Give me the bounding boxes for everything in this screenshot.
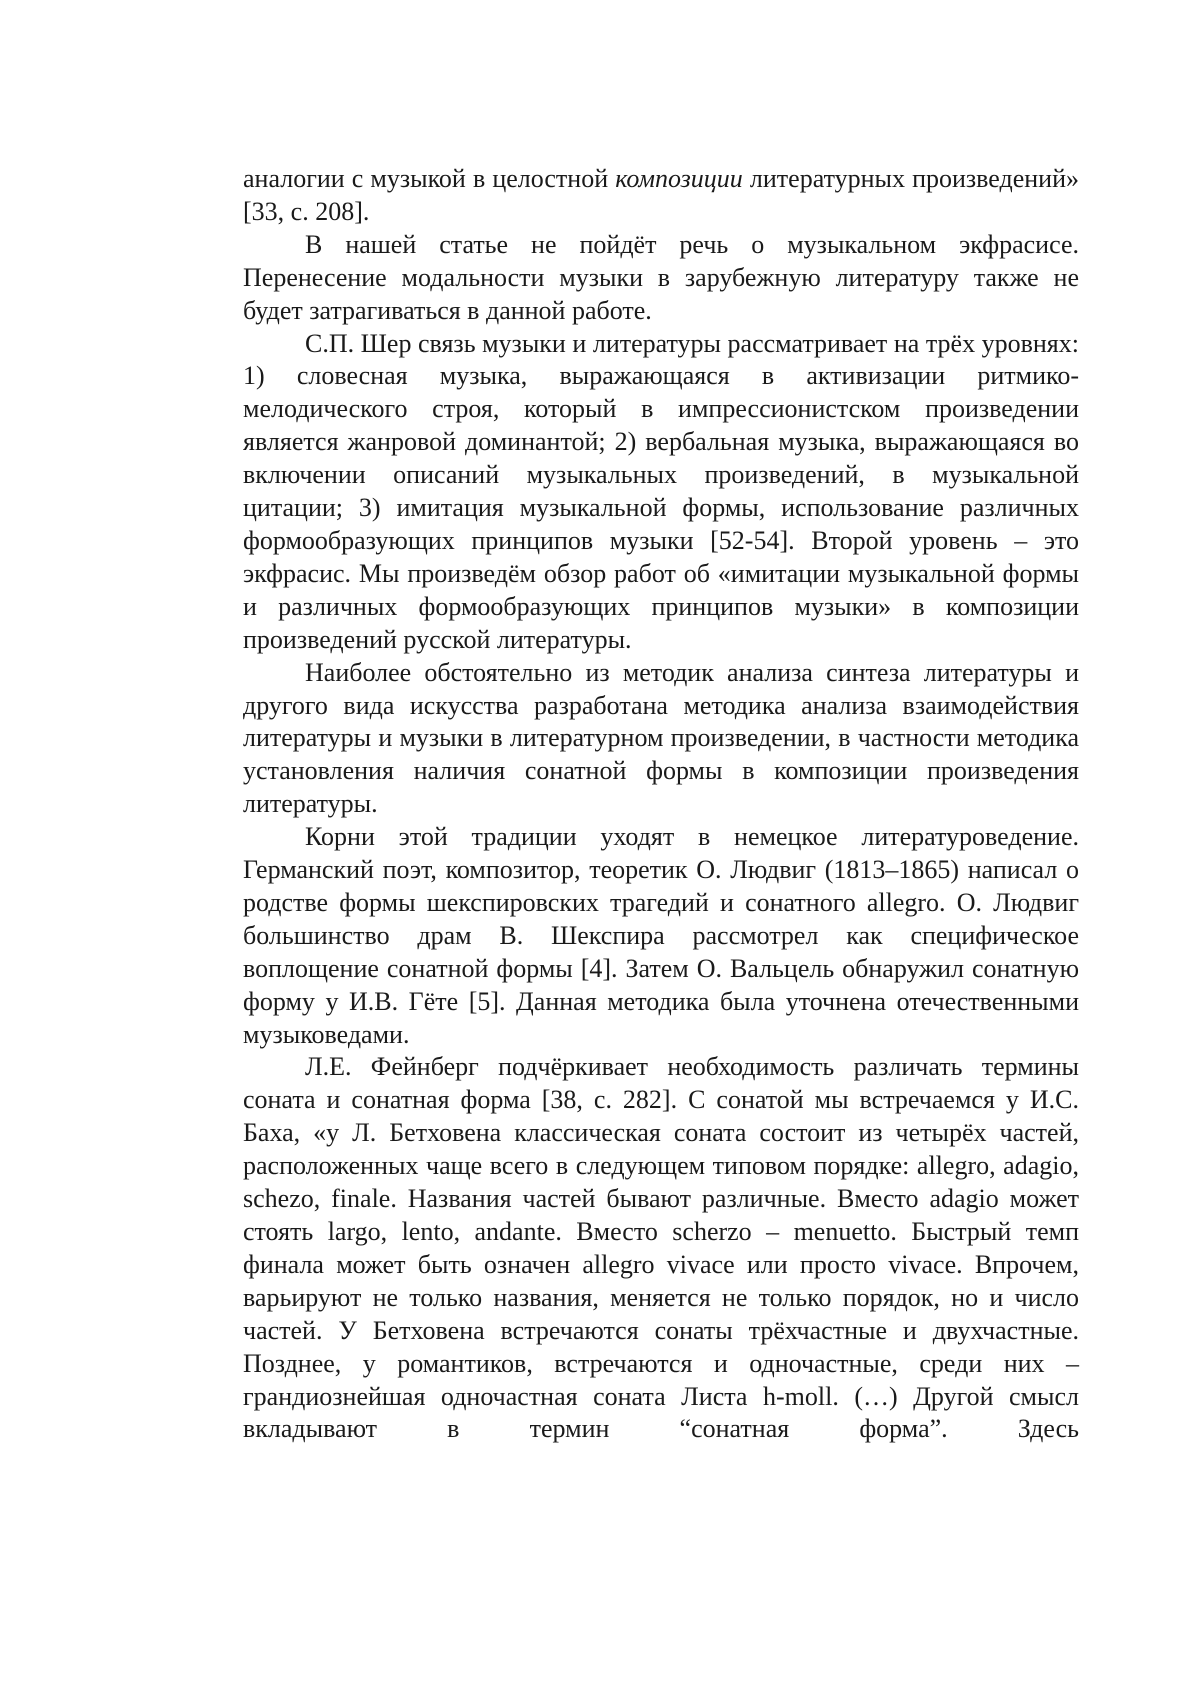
page-body-text xyxy=(243,163,1079,1446)
paragraph-methodology xyxy=(243,657,1079,822)
paragraph-feinberg xyxy=(243,1051,1079,1446)
text-run: С.П. Шер связь музыки и литературы рассматривает на трёх уровнях: 1) словесная музыка, выражающаяся в активизации ритмико-мелодического строя, который в импрессионистском произведении является жанровой доминантой; 2) вербальная музыка, выражающаяся во включении описаний музыкальных произведений, в музыкальной цитации; 3) имитация музыкальной формы, использование различных формообразующих принципов музыки [52-54]. Второй уровень – это экфрасис. Мы произведём обзор работ об «имитации музыкальной формы и различных формообразующих принципов музыки» в композиции произведений русской литературы. xyxy=(243,329,1079,654)
text-run: аналогии с музыкой в целостной xyxy=(243,164,615,193)
text-run: Л.Е. Фейнберг подчёркивает необходимость различать термины соната и сонатная форма [38, с. 282]. С сонатой мы встречаемся у И.С. Баха, «у Л. Бетховена классическая соната состоит из четырёх частей, расположенных чаще всего в следующем типовом порядке: allegro, adagio, schezo, finale. Названия частей бывают различные. Вместо adagio может стоять largo, lento, andante. Вместо scherzo – menuetto. Быстрый темп финала может быть означен allegro vivace или просто vivace. Впрочем, варьируют не только названия, меняется не только порядок, но и число частей. У Бетховена встречаются сонаты трёхчастные и двухчастные. Позднее, у романтиков, встречаются и одночастные, среди них – грандиознейшая одночастная соната Листа h-moll. (…) Другой смысл вкладывают в термин “сонатная форма”. Здесь xyxy=(243,1052,1079,1443)
paragraph-tradition-roots xyxy=(243,821,1079,1051)
paragraph-continued xyxy=(243,163,1079,229)
paragraph-scher-levels xyxy=(243,328,1079,657)
text-run: В нашей статье не пойдёт речь о музыкальном экфрасисе. Перенесение модальности музыки в зарубежную литературу также не будет затрагиваться в данной работе. xyxy=(243,230,1079,325)
text-run: литературных произведений» [33, с. 208]. xyxy=(243,164,1079,226)
italic-term: композиции xyxy=(615,164,743,193)
paragraph-ekphrasis-note xyxy=(243,229,1079,328)
text-run: Корни этой традиции уходят в немецкое литературоведение. Германский поэт, композитор, теоретик О. Людвиг (1813–1865) написал о родстве формы шекспировских трагедий и сонатного allegro. О. Людвиг большинство драм В. Шекспира рассмотрел как специфическое воплощение сонатной формы [4]. Затем О. Вальцель обнаружил сонатную форму у И.В. Гёте [5]. Данная методика была уточнена отечественными музыковедами. xyxy=(243,822,1079,1048)
document-page xyxy=(0,0,1200,1703)
text-run: Наиболее обстоятельно из методик анализа синтеза литературы и другого вида искусства разработана методика анализа взаимодействия литературы и музыки в литературном произведении, в частности методика установления наличия сонатной формы в композиции произведения литературы. xyxy=(243,658,1079,819)
